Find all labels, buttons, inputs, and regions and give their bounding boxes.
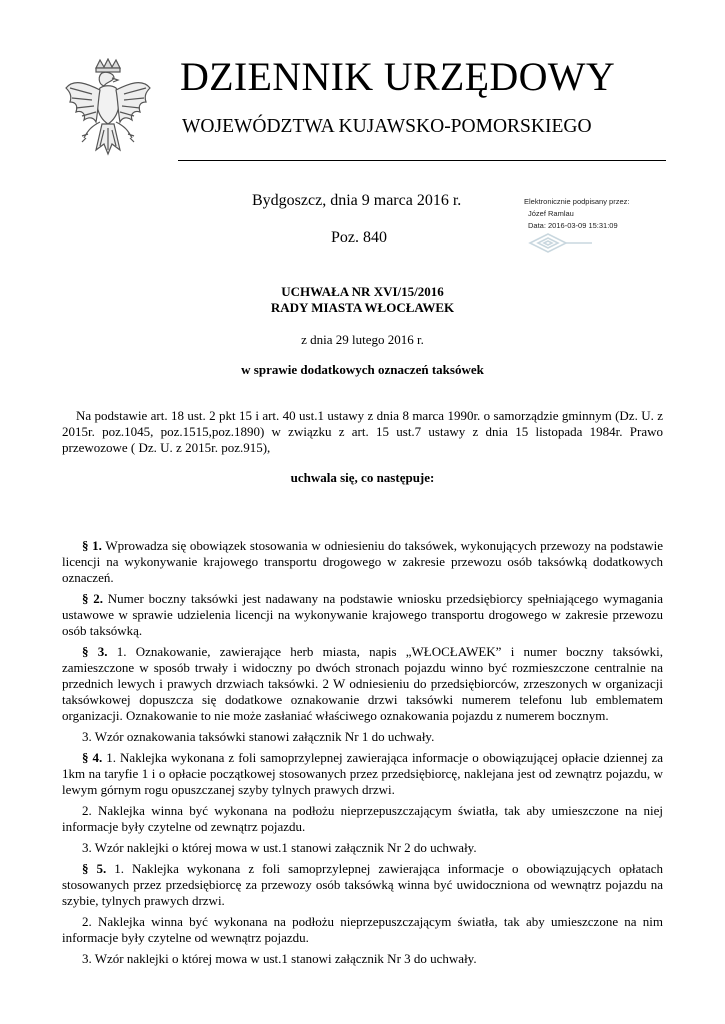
publication-subtitle: WOJEWÓDZTWA KUJAWSKO-POMORSKIEGO [182,116,592,137]
signature-label: Elektronicznie podpisany przez: [524,197,630,206]
section-text: 1. Oznakowanie, zawierające herb miasta, napis „WŁOCŁAWEK” i numer boczny taksówki, zamieszczone w sposób trwały i widoczny po dwóch stronach pojazdu winno być rozmieszczone centralnie na przednich lewych i prawych drzwiach taksówki. 2 W odniesieniu do przedsiębiorców, zrzeszonych w organizacji taksówkowej dopuszcza się dodatkowe oznakowanie drzwi taksówki numerem telefonu lub emblematem organizacji. Oznakowanie to nie może zasłaniać właściwego oznakowania pojazdu z numerem bocznym. [62,644,663,723]
polish-eagle-emblem [62,58,154,170]
section-4-item-2 [62,803,663,835]
publication-title: DZIENNIK URZĘDOWY [180,54,616,99]
section-mark: § 5. [82,861,107,876]
place-date: Bydgoszcz, dnia 9 marca 2016 r. [252,192,462,209]
resolution-title: UCHWAŁA NR XVI/15/2016 [281,284,444,299]
section-mark: § 3. [82,644,108,659]
signature-date: Data: 2016-03-09 15:31:09 [528,221,618,230]
signature-check-icon [528,232,594,254]
section-text: 1. Naklejka wykonana z foli samoprzylepnej zawierająca informacje o obowiązującej opłacie dziennej za 1km na taryfie 1 i o opłacie początkowej stosowanych przez przedsiębiorcę, naklejana jest od zewnątrz pojazdu, w lewym górnym rogu opuszczanej szyby tylnych prawych drzwi. [62,750,663,797]
signature-name: Józef Ramlau [528,209,574,218]
section-5-item-2 [62,914,663,946]
resolution-issuer: RADY MIASTA WŁOCŁAWEK [270,300,455,315]
section-1 [62,538,663,586]
header-divider [178,160,666,161]
section-mark: § 1. [82,538,102,553]
section-2 [62,591,663,639]
section-text: Numer boczny taksówki jest nadawany na podstawie wniosku przedsiębiorcy spełniającego wymagania ustawowe w sprawie udzielenia licencji na wykonywanie krajowego transportu drogowego w zakresie przewozu osób taksówką. [62,591,663,638]
legal-basis: Na podstawie art. 18 ust. 2 pkt 15 i art. 40 ust.1 ustawy z dnia 8 marca 1990r. o samorządzie gminnym (Dz. U. z 2015r. poz.1045, poz.1515,poz.1890) w związku z art. 15 ust.7 ustawy z dnia 15 listopada 1984r. Prawo przewozowe ( Dz. U. z 2015r. poz.915), [62,408,663,455]
section-text: 3. Wzór naklejki o której mowa w ust.1 stanowi załącznik Nr 3 do uchwały. [82,951,477,966]
section-text: 3. Wzór naklejki o której mowa w ust.1 stanowi załącznik Nr 2 do uchwały. [82,840,477,855]
section-text: Wprowadza się obowiązek stosowania w odniesieniu do taksówek, wykonujących przewozy na podstawie licencji na wykonywanie krajowego transportu drogowego w zakresie przewozu osób taksówką dodatkowych oznaczeń. [62,538,664,585]
resolution-date: z dnia 29 lutego 2016 r. [301,332,424,347]
resolution-content [62,408,663,967]
section-text: 3. Wzór oznakowania taksówki stanowi załącznik Nr 1 do uchwały. [82,729,435,744]
resolution-subject: w sprawie dodatkowych oznaczeń taksówek [241,362,484,377]
electronic-signature [524,196,664,232]
section-text: 2. Naklejka winna być wykonana na podłożu nieprzepuszczającym światła, tak aby umieszczone na niej informacje były czytelne od zewnątrz pojazdu. [62,803,663,834]
section-text: 1. Naklejka wykonana z foli samoprzylepnej zawierająca informacje o obowiązujących opłatach stosowanych przez przedsiębiorcę za przewozy osób taksówką winna być uwidoczniona od wewnątrz pojazdu na szybie, tylnych prawych drzwi. [62,861,664,908]
section-5 [62,861,663,909]
position-number: Poz. 840 [331,229,387,246]
section-text: 2. Naklejka winna być wykonana na podłożu nieprzepuszczającym światła, tak aby umieszczone na nim informacje były czytelne od wewnątrz pojazdu. [62,914,663,945]
section-4-item-3 [62,840,663,856]
section-mark: § 4. [82,750,103,765]
section-4 [62,750,663,798]
section-3-item-3 [62,729,663,745]
section-5-item-3 [62,951,663,967]
section-3 [62,644,663,724]
section-mark: § 2. [82,591,104,606]
resolution-intro: uchwala się, co następuje: [290,470,435,485]
